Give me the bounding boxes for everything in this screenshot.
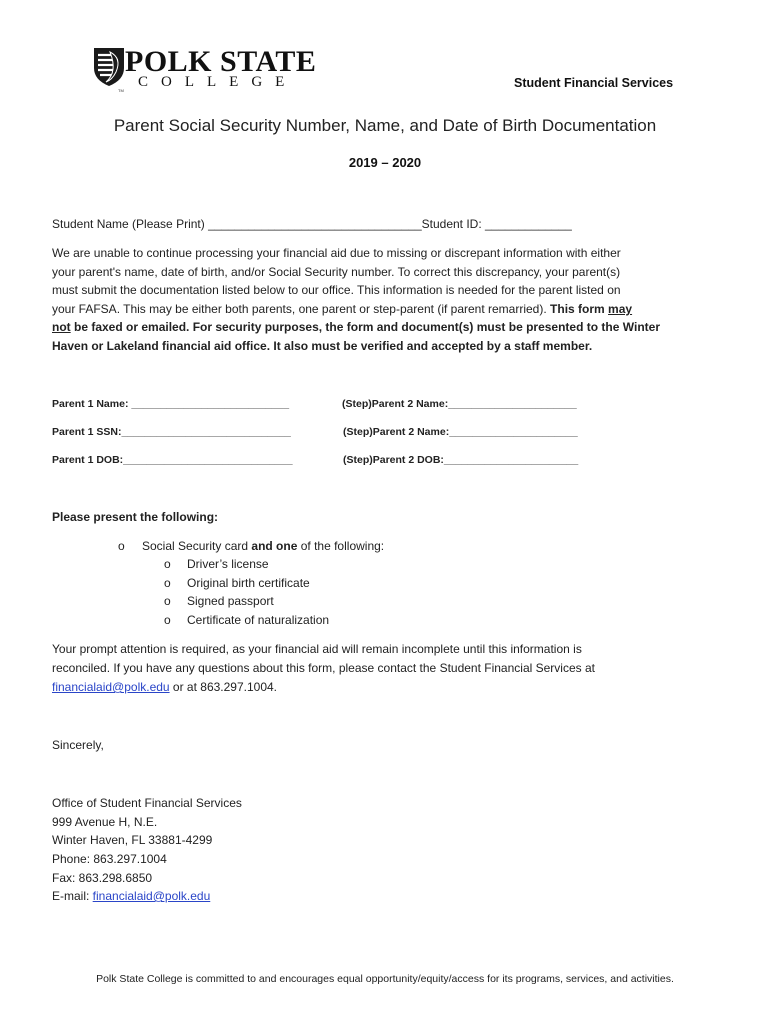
office-fax: Fax: 863.298.6850 xyxy=(52,871,153,885)
parent1-dob-field[interactable]: Parent 1 DOB:_____________________________ xyxy=(52,454,293,466)
parent2-name-field[interactable]: (Step)Parent 2 Name:______________________ xyxy=(342,398,577,410)
polk-shield-logo-icon xyxy=(92,46,126,88)
email-label: E-mail: xyxy=(52,889,93,903)
list-item: Original birth certificate xyxy=(187,576,310,590)
list-item: Signed passport xyxy=(187,594,274,608)
signoff: Sincerely, xyxy=(52,738,104,752)
requirement-text: of the following: xyxy=(297,539,385,553)
parent1-ssn-field[interactable]: Parent 1 SSN:_____________________________ xyxy=(52,426,291,438)
parent2-ssn-field[interactable]: (Step)Parent 2 Name:______________________ xyxy=(343,426,578,438)
parent1-name-field[interactable]: Parent 1 Name: ___________________________ xyxy=(52,398,290,410)
bullet-icon: o xyxy=(164,576,171,590)
intro-line: Haven or Lakeland financial aid office. It also must be verified and accepted by a staff member. xyxy=(52,338,593,353)
intro-line xyxy=(52,318,692,337)
intro-paragraph xyxy=(52,244,692,356)
student-name-field[interactable]: Student Name (Please Print) ________________________________ xyxy=(52,217,422,231)
student-info-line xyxy=(52,215,572,234)
financial-aid-email-link[interactable]: financialaid@polk.edu xyxy=(52,680,170,694)
bullet-icon: o xyxy=(164,613,171,627)
requirement-bold: and one xyxy=(251,539,298,553)
office-city: Winter Haven, FL 33881-4299 xyxy=(52,833,213,847)
main-requirement xyxy=(142,537,384,556)
intro-line: your parent's name, date of birth, and/or Social Security number. To correct this discrepancy, your parent(s) xyxy=(52,264,621,279)
office-email-link[interactable]: financialaid@polk.edu xyxy=(92,889,211,903)
intro-bold-text: be faxed or emailed. For security purposes, the form and document(s) must be presented to the Winter xyxy=(70,320,660,335)
intro-text: your FAFSA. This may be either both parents, one parent or step-parent (if parent remarried). xyxy=(52,301,551,316)
closing-line xyxy=(52,678,277,697)
intro-emphasis-may: may xyxy=(608,301,633,316)
logo-title: POLK STATE xyxy=(125,45,317,78)
bullet-icon: o xyxy=(164,594,171,608)
office-street: 999 Avenue H, N.E. xyxy=(52,815,158,829)
list-item: Certificate of naturalization xyxy=(187,613,330,627)
intro-line xyxy=(52,300,692,319)
present-heading: Please present the following: xyxy=(52,510,219,524)
student-id-field[interactable]: Student ID: _____________ xyxy=(421,217,572,231)
logo-trademark: TM xyxy=(118,88,124,93)
bullet-icon: o xyxy=(164,557,171,571)
office-email xyxy=(52,887,210,906)
closing-line: Your prompt attention is required, as your financial aid will remain incomplete until this information is xyxy=(52,642,582,656)
office-phone: Phone: 863.297.1004 xyxy=(52,852,167,866)
intro-line: must submit the documentation listed below to our office. This information is needed for the parent listed on xyxy=(52,283,621,298)
award-year: 2019 – 2020 xyxy=(348,155,422,170)
equal-opportunity-footer: Polk State College is committed to and encourages equal opportunity/equity/access for its programs, services, and activities. xyxy=(96,973,674,985)
bullet-icon: o xyxy=(118,539,125,553)
department-name: Student Financial Services xyxy=(514,76,674,90)
list-item: Driver’s license xyxy=(187,557,269,571)
page-title: Parent Social Security Number, Name, and Date of Birth Documentation xyxy=(113,116,657,135)
closing-text: or at 863.297.1004. xyxy=(169,680,278,694)
intro-line: We are unable to continue processing your financial aid due to missing or discrepant information with either xyxy=(52,246,621,260)
requirement-text: Social Security card xyxy=(142,539,252,553)
logo-subtitle: COLLEGE xyxy=(138,74,298,90)
office-name: Office of Student Financial Services xyxy=(52,796,242,810)
intro-bold-text: This form xyxy=(550,301,609,316)
closing-line: reconciled. If you have any questions about this form, please contact the Student Financial Services at xyxy=(52,661,595,675)
parent2-dob-field[interactable]: (Step)Parent 2 DOB:_______________________ xyxy=(343,454,579,466)
intro-emphasis-not: not xyxy=(52,320,71,335)
